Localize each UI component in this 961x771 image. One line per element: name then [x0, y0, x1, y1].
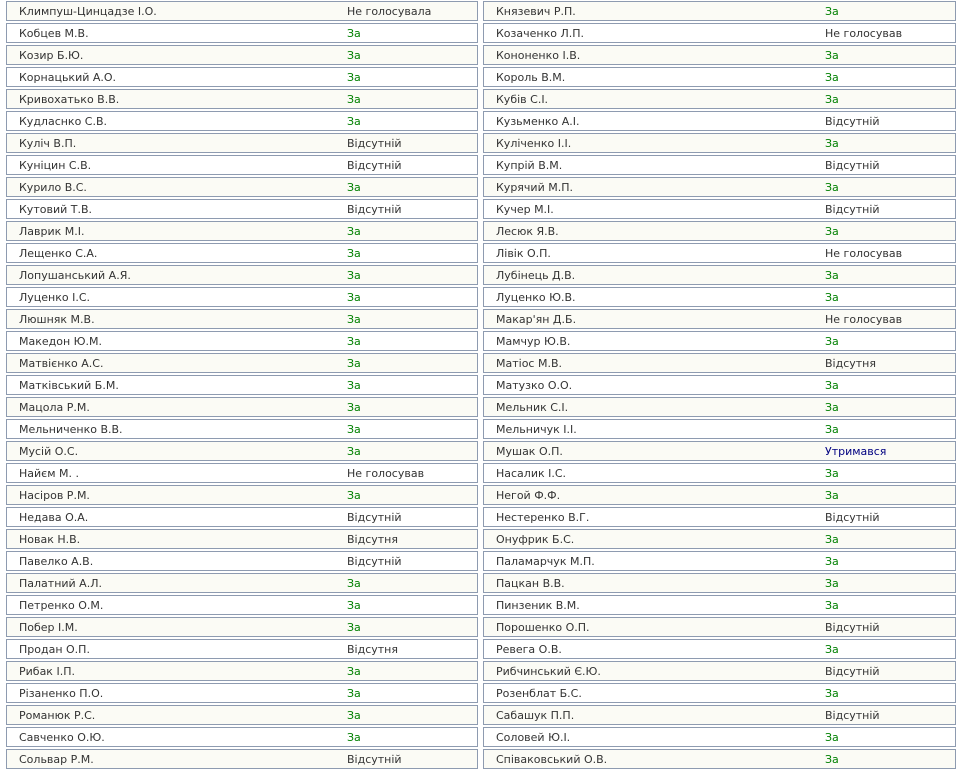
vote-result: За — [347, 488, 361, 502]
deputy-vote-row — [6, 661, 478, 681]
deputy-vote-row — [483, 45, 956, 65]
deputy-name: Курячий М.П. — [496, 180, 573, 194]
vote-result: За — [825, 730, 839, 744]
deputy-vote-row — [483, 507, 956, 527]
deputy-name: Лубінець Д.В. — [496, 268, 576, 282]
vote-result: Відсутній — [347, 752, 402, 766]
deputy-vote-row — [6, 67, 478, 87]
deputy-name: Сабашук П.П. — [496, 708, 575, 722]
vote-result: За — [347, 268, 361, 282]
deputy-name: Новак Н.В. — [19, 532, 81, 546]
vote-result: За — [825, 554, 839, 568]
deputy-name: Мельничук І.І. — [496, 422, 577, 436]
deputy-name: Савченко О.Ю. — [19, 730, 105, 744]
vote-result: За — [347, 26, 361, 40]
deputy-vote-row — [6, 683, 478, 703]
deputy-name: Лопушанський А.Я. — [19, 268, 131, 282]
deputy-name: Романюк Р.С. — [19, 708, 96, 722]
deputy-vote-row — [483, 529, 956, 549]
vote-result: Не голосував — [825, 246, 903, 260]
deputy-vote-row — [483, 573, 956, 593]
deputy-name: Насалик І.С. — [496, 466, 567, 480]
vote-result: Відсутній — [825, 114, 880, 128]
deputy-name: Матіос М.В. — [496, 356, 562, 370]
deputy-name: Соловей Ю.І. — [496, 730, 571, 744]
deputy-vote-row — [483, 67, 956, 87]
deputy-name: Палатний А.Л. — [19, 576, 102, 590]
vote-result: За — [347, 224, 361, 238]
deputy-vote-row — [483, 331, 956, 351]
deputy-name: Насіров Р.М. — [19, 488, 90, 502]
deputy-vote-row — [483, 441, 956, 461]
vote-result: За — [347, 576, 361, 590]
vote-result: За — [825, 642, 839, 656]
deputy-name: Козир Б.Ю. — [19, 48, 84, 62]
deputy-name: Кононенко І.В. — [496, 48, 581, 62]
deputy-name: Мельник С.І. — [496, 400, 569, 414]
deputy-vote-row — [6, 221, 478, 241]
vote-result: За — [347, 180, 361, 194]
deputy-name: Лещенко С.А. — [19, 246, 98, 260]
deputy-vote-row — [483, 749, 956, 769]
vote-table-left-column — [6, 0, 478, 771]
deputy-vote-row — [6, 177, 478, 197]
deputy-vote-row — [483, 221, 956, 241]
deputy-vote-row — [6, 551, 478, 571]
deputy-vote-row — [483, 485, 956, 505]
deputy-name: Павелко А.В. — [19, 554, 94, 568]
vote-result: За — [347, 686, 361, 700]
vote-result: За — [825, 466, 839, 480]
deputy-name: Люшняк М.В. — [19, 312, 95, 326]
vote-result: За — [825, 378, 839, 392]
vote-result: За — [825, 92, 839, 106]
deputy-vote-row — [483, 89, 956, 109]
deputy-name: Рибчинський Є.Ю. — [496, 664, 601, 678]
deputy-name: Співаковський О.В. — [496, 752, 608, 766]
deputy-vote-row — [483, 155, 956, 175]
deputy-vote-row — [6, 617, 478, 637]
vote-result: За — [825, 400, 839, 414]
deputy-vote-row — [6, 507, 478, 527]
deputy-vote-row — [483, 287, 956, 307]
deputy-vote-row — [6, 749, 478, 769]
deputy-name: Розенблат Б.С. — [496, 686, 582, 700]
deputy-name: Луценко І.С. — [19, 290, 91, 304]
vote-result: Відсутній — [825, 664, 880, 678]
deputy-vote-row — [483, 375, 956, 395]
deputy-vote-row — [6, 595, 478, 615]
deputy-vote-row — [6, 331, 478, 351]
deputy-vote-row — [6, 199, 478, 219]
vote-result: За — [347, 356, 361, 370]
vote-result: За — [825, 422, 839, 436]
vote-result: Відсутній — [347, 202, 402, 216]
deputy-vote-row — [483, 463, 956, 483]
deputy-name: Мельниченко В.В. — [19, 422, 123, 436]
deputy-name: Мусій О.С. — [19, 444, 79, 458]
deputy-name: Куніцин С.В. — [19, 158, 92, 172]
deputy-name: Порошенко О.П. — [496, 620, 590, 634]
vote-result: Не голосувала — [347, 4, 432, 18]
vote-result: Відсутній — [825, 158, 880, 172]
deputy-vote-row — [483, 1, 956, 21]
vote-result: Відсутній — [825, 620, 880, 634]
deputy-vote-row — [483, 265, 956, 285]
vote-result: Не голосував — [825, 26, 903, 40]
deputy-name: Кривохатько В.В. — [19, 92, 120, 106]
deputy-name: Кучер М.І. — [496, 202, 554, 216]
deputy-vote-row — [6, 243, 478, 263]
vote-result: За — [347, 290, 361, 304]
deputy-name: Корнацький А.О. — [19, 70, 117, 84]
vote-result: За — [825, 180, 839, 194]
vote-result: За — [825, 268, 839, 282]
deputy-name: Лесюк Я.В. — [496, 224, 559, 238]
vote-result: За — [825, 136, 839, 150]
vote-result: За — [825, 224, 839, 238]
vote-result: За — [347, 708, 361, 722]
vote-result: Не голосував — [825, 312, 903, 326]
deputy-name: Курило В.С. — [19, 180, 87, 194]
deputy-vote-row — [6, 375, 478, 395]
vote-result: За — [347, 598, 361, 612]
deputy-name: Король В.М. — [496, 70, 566, 84]
deputy-vote-row — [483, 705, 956, 725]
deputy-name: Купрій В.М. — [496, 158, 563, 172]
deputy-name: Матківський Б.М. — [19, 378, 119, 392]
deputy-vote-row — [483, 419, 956, 439]
deputy-vote-row — [483, 309, 956, 329]
vote-result: Відсутня — [825, 356, 876, 370]
deputy-vote-row — [483, 617, 956, 637]
deputy-name: Найєм М. . — [19, 466, 79, 480]
vote-result: За — [825, 686, 839, 700]
vote-result: За — [347, 730, 361, 744]
deputy-name: Луценко Ю.В. — [496, 290, 576, 304]
vote-result: За — [347, 400, 361, 414]
deputy-vote-row — [483, 397, 956, 417]
deputy-name: Мушак О.П. — [496, 444, 563, 458]
deputy-name: Петренко О.М. — [19, 598, 104, 612]
deputy-vote-row — [6, 419, 478, 439]
vote-result: Не голосував — [347, 466, 425, 480]
deputy-name: Сольвар Р.М. — [19, 752, 94, 766]
vote-result: Відсутня — [347, 642, 398, 656]
deputy-name: Мацола Р.М. — [19, 400, 90, 414]
deputy-name: Кубів С.І. — [496, 92, 549, 106]
vote-result: Відсутня — [347, 532, 398, 546]
vote-result: За — [825, 334, 839, 348]
deputy-name: Побер І.М. — [19, 620, 78, 634]
deputy-name: Ревега О.В. — [496, 642, 562, 656]
vote-result: За — [347, 334, 361, 348]
deputy-name: Кузьменко А.І. — [496, 114, 580, 128]
deputy-vote-row — [6, 463, 478, 483]
deputy-vote-row — [6, 1, 478, 21]
deputy-name: Матвієнко А.С. — [19, 356, 104, 370]
deputy-vote-row — [483, 243, 956, 263]
vote-result: За — [347, 312, 361, 326]
deputy-name: Пацкан В.В. — [496, 576, 565, 590]
deputy-name: Куліч В.П. — [19, 136, 77, 150]
vote-result: За — [347, 70, 361, 84]
deputy-name: Козаченко Л.П. — [496, 26, 584, 40]
deputy-vote-row — [6, 573, 478, 593]
deputy-vote-row — [6, 353, 478, 373]
deputy-name: Лівік О.П. — [496, 246, 551, 260]
vote-result: Відсутній — [347, 136, 402, 150]
deputy-vote-row — [6, 441, 478, 461]
vote-result: За — [347, 664, 361, 678]
vote-result: За — [347, 444, 361, 458]
deputy-vote-row — [6, 89, 478, 109]
vote-result: За — [825, 70, 839, 84]
deputy-vote-row — [6, 705, 478, 725]
vote-result: За — [347, 422, 361, 436]
vote-result: За — [825, 48, 839, 62]
deputy-name: Лаврик М.І. — [19, 224, 85, 238]
deputy-name: Князевич Р.П. — [496, 4, 576, 18]
deputy-vote-row — [6, 155, 478, 175]
deputy-name: Матузко О.О. — [496, 378, 573, 392]
deputy-name: Нестеренко В.Г. — [496, 510, 590, 524]
deputy-vote-row — [483, 639, 956, 659]
deputy-vote-row — [6, 309, 478, 329]
deputy-vote-row — [483, 727, 956, 747]
vote-result: Відсутній — [347, 510, 402, 524]
deputy-name: Недава О.А. — [19, 510, 89, 524]
deputy-vote-row — [6, 485, 478, 505]
deputy-vote-row — [483, 111, 956, 131]
deputy-vote-row — [483, 199, 956, 219]
deputy-name: Македон Ю.М. — [19, 334, 103, 348]
vote-result: За — [825, 488, 839, 502]
vote-result: За — [347, 92, 361, 106]
vote-result: За — [825, 752, 839, 766]
vote-result: За — [825, 4, 839, 18]
deputy-vote-row — [483, 683, 956, 703]
vote-result: Відсутній — [825, 708, 880, 722]
deputy-vote-row — [6, 287, 478, 307]
deputy-vote-row — [6, 133, 478, 153]
deputy-vote-row — [483, 23, 956, 43]
vote-table-right-column — [483, 0, 956, 771]
deputy-vote-row — [483, 353, 956, 373]
deputy-name: Кудласнко С.В. — [19, 114, 108, 128]
vote-result: Відсутній — [825, 202, 880, 216]
vote-result: Утримався — [825, 444, 887, 458]
vote-result: Відсутній — [825, 510, 880, 524]
vote-result: За — [347, 48, 361, 62]
deputy-name: Різаненко П.О. — [19, 686, 104, 700]
vote-result: За — [825, 598, 839, 612]
deputy-vote-row — [6, 639, 478, 659]
deputy-vote-row — [6, 727, 478, 747]
deputy-name: Кутовий Т.В. — [19, 202, 92, 216]
vote-result: Відсутній — [347, 158, 402, 172]
deputy-name: Пинзеник В.М. — [496, 598, 580, 612]
deputy-vote-row — [6, 397, 478, 417]
deputy-name: Негой Ф.Ф. — [496, 488, 561, 502]
deputy-vote-row — [483, 595, 956, 615]
deputy-name: Онуфрик Б.С. — [496, 532, 575, 546]
deputy-name: Куліченко І.І. — [496, 136, 572, 150]
deputy-vote-row — [6, 529, 478, 549]
deputy-name: Кобцев М.В. — [19, 26, 89, 40]
deputy-vote-row — [483, 661, 956, 681]
deputy-name: Рибак І.П. — [19, 664, 75, 678]
vote-result: За — [825, 290, 839, 304]
vote-result: За — [825, 576, 839, 590]
deputy-vote-row — [6, 23, 478, 43]
vote-result: За — [347, 114, 361, 128]
deputy-vote-row — [483, 551, 956, 571]
deputy-vote-row — [6, 111, 478, 131]
deputy-name: Климпуш-Цинцадзе І.О. — [19, 4, 157, 18]
deputy-name: Паламарчук М.П. — [496, 554, 595, 568]
vote-result: За — [347, 620, 361, 634]
deputy-vote-row — [6, 45, 478, 65]
vote-result: За — [347, 378, 361, 392]
deputy-name: Макар'ян Д.Б. — [496, 312, 577, 326]
deputy-vote-row — [483, 177, 956, 197]
deputy-name: Мамчур Ю.В. — [496, 334, 571, 348]
deputy-vote-row — [6, 265, 478, 285]
vote-result: За — [825, 532, 839, 546]
vote-result: За — [347, 246, 361, 260]
deputy-vote-row — [483, 133, 956, 153]
deputy-name: Продан О.П. — [19, 642, 90, 656]
vote-result: Відсутній — [347, 554, 402, 568]
